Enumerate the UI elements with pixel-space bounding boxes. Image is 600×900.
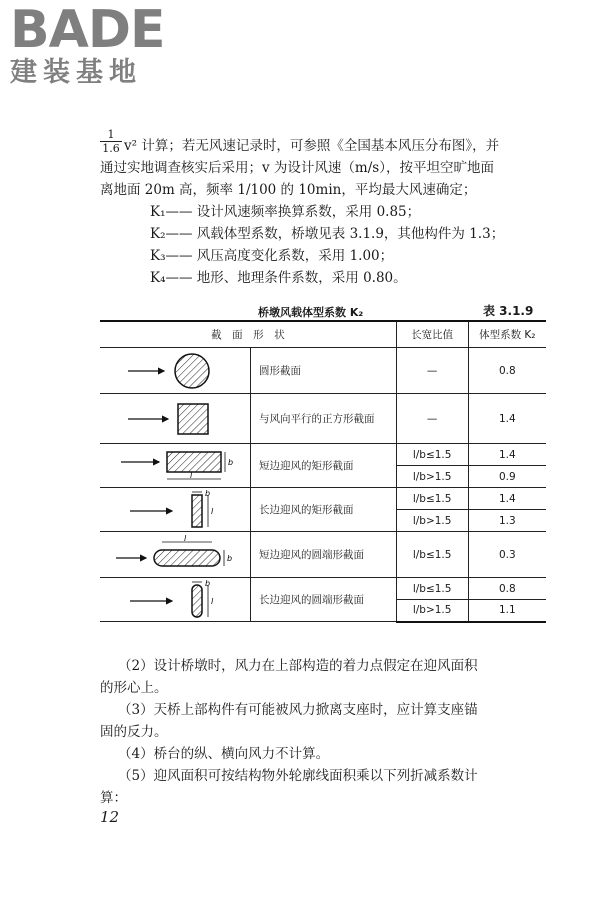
header-ratio: 长宽比值: [396, 321, 468, 348]
row-ratio: l/b≤1.5: [396, 532, 468, 578]
long-rect-section-figure: [100, 488, 250, 532]
paragraph1-line1: v² 计算；若无风速记录时，可参照《全国基本风压分布图》，并: [124, 138, 500, 154]
dim-l-label: l: [210, 596, 214, 606]
dim-b-label: b: [226, 553, 233, 563]
table-number: 表 3.1.9: [483, 304, 534, 318]
row-coef: 1.4: [468, 444, 546, 466]
table-title: 桥墩风载体型系数 K₂: [258, 306, 364, 319]
row-coef: 1.4: [468, 488, 546, 510]
row-name: 圆形截面: [250, 348, 396, 394]
row-name: 与风向平行的正方形截面: [250, 394, 396, 444]
row-coef: 1.4: [468, 394, 546, 444]
header-coef: 体型系数 K₂: [468, 321, 546, 348]
square-section-figure: [100, 394, 250, 444]
paragraph-5b: 算：: [100, 790, 127, 806]
dim-l-label: l: [189, 470, 193, 480]
row-name: 短边迎风的矩形截面: [250, 444, 396, 488]
row-coef: 0.8: [468, 578, 546, 600]
paragraph1-line3: 离地面 20m 高，频率 1/100 的 10min，平均最大风速确定；: [100, 182, 477, 198]
dim-l-label: l: [210, 506, 214, 516]
paragraph1-line2: 通过实地调查核实后采用；v 为设计风速（m/s），按平坦空旷地面: [100, 160, 494, 176]
fraction-numerator: 1: [100, 128, 122, 142]
row-ratio: —: [396, 348, 468, 394]
long-rounded-section-figure: [100, 578, 250, 622]
row-coef: 0.9: [468, 466, 546, 488]
factor-k4: K₄—— 地形、地理条件系数，采用 0.80。: [150, 270, 407, 286]
dim-l-label: l: [183, 533, 187, 543]
dim-b-label: b: [204, 488, 211, 498]
formula-fraction: [100, 128, 122, 155]
row-name: 长边迎风的矩形截面: [250, 488, 396, 532]
row-ratio: l/b>1.5: [396, 600, 468, 622]
logo-subtitle: 建装基地: [10, 57, 142, 88]
row-coef: 1.1: [468, 600, 546, 622]
header-section: 截 面 形 状: [100, 321, 396, 348]
factor-k1: K₁—— 设计风速频率换算系数，采用 0.85；: [150, 204, 421, 220]
short-rounded-section-figure: [100, 532, 250, 578]
row-ratio: l/b>1.5: [396, 510, 468, 532]
logo-brand: BADE: [10, 0, 165, 60]
row-coef: 1.3: [468, 510, 546, 532]
dim-b-label: b: [227, 457, 234, 467]
dim-b-label: b: [204, 578, 211, 588]
row-name: 短边迎风的圆端形截面: [250, 532, 396, 578]
row-coef: 0.3: [468, 532, 546, 578]
paragraph-3b: 固的反力。: [100, 724, 168, 740]
paragraph-2b: 的形心上。: [100, 680, 168, 696]
short-rect-section-figure: [100, 444, 250, 488]
row-name: 长边迎风的圆端形截面: [250, 578, 396, 622]
wind-coefficient-table: [100, 320, 546, 623]
paragraph-3a: （3）天桥上部构件有可能被风力掀离支座时，应计算支座锚: [118, 702, 478, 718]
row-ratio: —: [396, 394, 468, 444]
paragraph-2a: （2）设计桥墩时，风力在上部构造的着力点假定在迎风面积: [118, 658, 478, 674]
paragraph-4: （4）桥台的纵、横向风力不计算。: [118, 746, 330, 762]
fraction-denominator: 1.6: [102, 142, 120, 155]
factor-k2: K₂—— 风载体型系数，桥墩见表 3.1.9，其他构件为 1.3；: [150, 226, 505, 242]
row-coef: 0.8: [468, 348, 546, 394]
page-number: 12: [100, 808, 120, 826]
row-ratio: l/b≤1.5: [396, 488, 468, 510]
paragraph-5a: （5）迎风面积可按结构物外轮廓线面积乘以下列折减系数计: [118, 768, 478, 784]
factor-k3: K₃—— 风压高度变化系数，采用 1.00；: [150, 248, 394, 264]
brand-logo: [10, 0, 165, 88]
circle-section-figure: [100, 348, 250, 394]
row-ratio: l/b≤1.5: [396, 444, 468, 466]
row-ratio: l/b>1.5: [396, 466, 468, 488]
formula-velocity: v²: [124, 138, 138, 154]
row-ratio: l/b≤1.5: [396, 578, 468, 600]
